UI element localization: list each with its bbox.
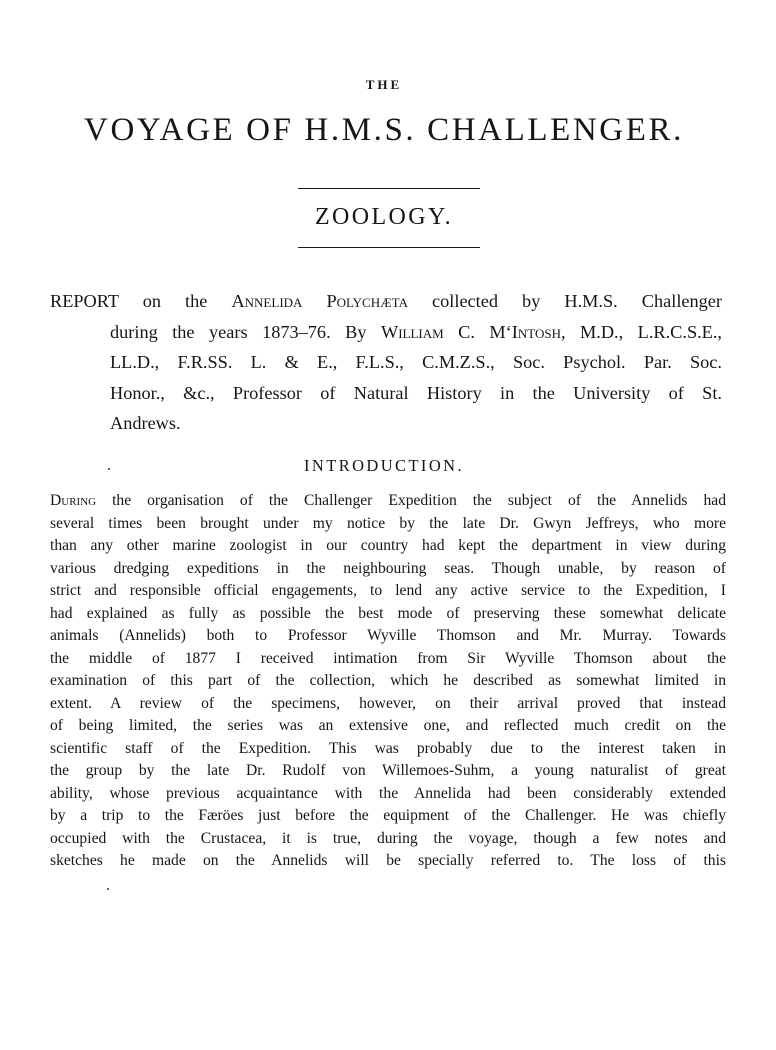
introduction-body [50,490,726,873]
text-run: , M.D., L.R.C.S.E., [560,321,722,342]
text-line [50,286,722,317]
text-line [50,625,726,648]
small-caps-run: Annelida Polychæta [231,291,408,311]
text-line [50,378,722,409]
text-run: ability, whose previous acquaintance with the Annelida had been considerably extended [50,784,726,802]
text-run: sketches he made on the Annelids will be specially referred to. The loss of this [50,852,726,869]
text-line [50,513,726,536]
divider-bottom [298,247,480,248]
text-run: examination of this part of the collection, which he described as somewhat limited in [50,672,726,689]
text-line [50,408,722,439]
small-caps-run: William C. M‘Intosh [380,321,561,342]
text-run: the group by the late Dr. Rudolf von Willemoes-Suhm, a young naturalist of great [50,762,726,779]
text-line [50,783,726,806]
text-run: scientific staff of the Expedition. This was probably due to the interest taken in [50,739,726,757]
title-prefix: THE [365,77,403,92]
text-line [50,490,726,513]
report-paragraph [50,286,722,439]
text-run: than any other marine zoologist in our country had kept the department in view during [50,537,726,554]
section-title: ZOOLOGY. [314,204,454,230]
text-run: strict and responsible official engagements, to lend any active service to the Expedition, I [50,582,726,599]
text-run: LL.D., F.R.SS. L. & E., F.L.S., C.M.Z.S., Soc. Psychol. Par. Soc. [110,352,722,373]
small-caps-run: During [50,492,97,509]
text-run: Honor., &c., Professor of Natural History in the University of St. [110,382,722,403]
text-run: various dredging expeditions in the neighbouring seas. Though unable, by reason of [50,559,726,577]
text-line [50,558,726,581]
text-line [50,347,722,378]
text-run: several times been brought under my notice by the late Dr. Gwyn Jeffreys, who more [50,514,726,532]
text-run: of being limited, the series was an extensive one, and reflected much credit on the [50,717,726,734]
text-line [50,738,726,761]
text-run: had explained as fully as possible the best mode of preserving these somewhat delicate [50,604,726,622]
text-line [50,693,726,716]
text-line [50,828,726,851]
divider-top [298,188,480,189]
text-line [50,603,726,626]
text-run: extent. A review of the specimens, however, on their arrival proved that instead [50,694,726,712]
page-title: VOYAGE OF H.M.S. CHALLENGER. [84,112,684,148]
text-run: during the years 1873–76. By [110,321,381,342]
text-line [50,760,726,783]
text-run: animals (Annelids) both to Professor Wyville Thomson and Mr. Murray. Towards [50,627,726,644]
text-run: Andrews. [110,413,181,434]
print-speck [107,888,109,890]
print-speck [108,468,110,470]
text-line [50,715,726,738]
text-run: collected by H.M.S. Challenger [407,291,722,311]
text-line [50,317,722,348]
text-run: the middle of 1877 I received intimation from Sir Wyville Thomson about the [50,649,726,667]
text-line [50,648,726,671]
text-line [50,670,726,693]
text-line [50,850,726,873]
text-line [50,805,726,828]
introduction-heading: INTRODUCTION. [304,456,464,475]
text-run: the organisation of the Challenger Expedition the subject of the Annelids had [96,492,726,509]
text-run: by a trip to the Færöes just before the equipment of the Challenger. He was chiefly [50,807,726,824]
text-run: occupied with the Crustacea, it is true, during the voyage, though a few notes and [50,829,726,847]
text-line [50,535,726,558]
text-run: REPORT on the [50,291,232,311]
text-line [50,580,726,603]
